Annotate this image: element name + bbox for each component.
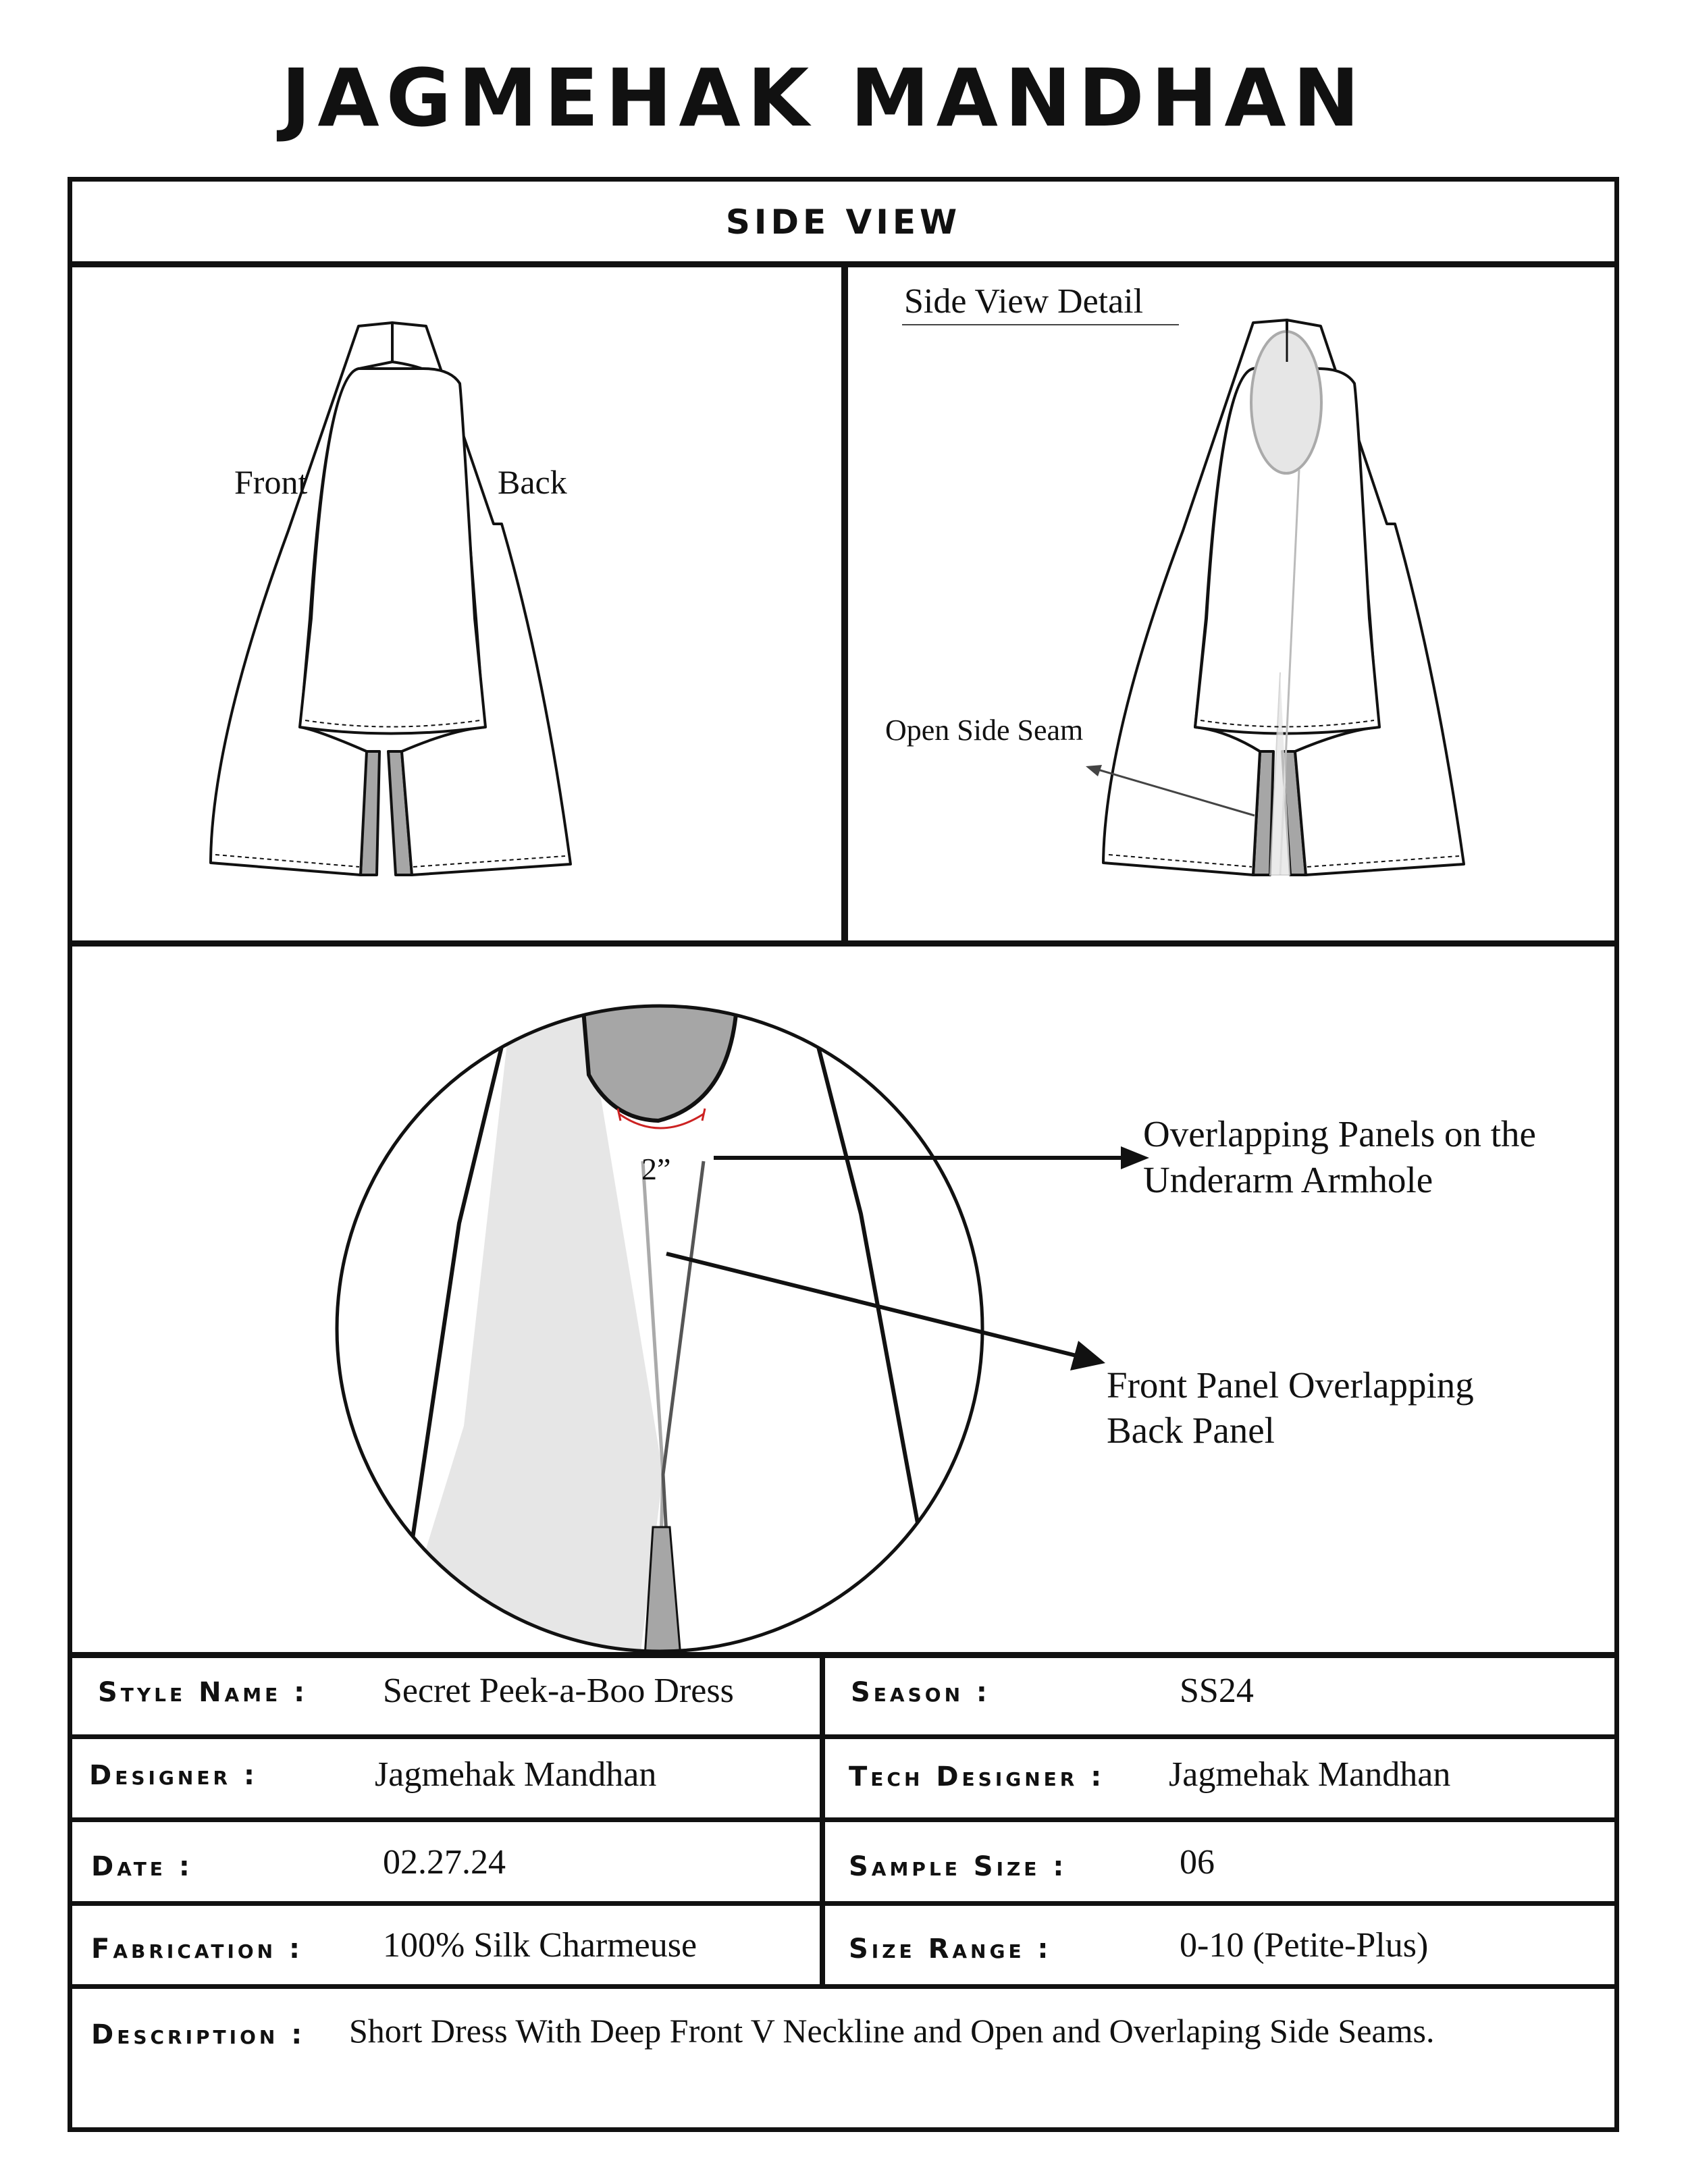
tech-pack-sheet: [68, 177, 1619, 2132]
front-label: Front: [234, 463, 308, 501]
tech-designer-value: Jagmehak Mandhan: [1169, 1755, 1451, 1794]
divider-row-2: [72, 1817, 1614, 1822]
open-side-seam-label: Open Side Seam: [885, 714, 1084, 747]
detail-title: Side View Detail: [904, 282, 1144, 321]
divider-sketch-bottom: [72, 940, 1614, 947]
divider-spec-top: [72, 1652, 1614, 1658]
callout-2-line2: Back Panel: [1107, 1410, 1275, 1451]
style-name-value: Secret Peek-a-Boo Dress: [383, 1672, 734, 1710]
designer-value: Jagmehak Mandhan: [375, 1755, 657, 1794]
season-label: Season :: [851, 1677, 991, 1708]
fabrication-label: Fabrication :: [91, 1934, 304, 1965]
side-view-sketch: [72, 267, 841, 940]
description-value: Short Dress With Deep Front V Neckline and Open and Overlaping Side Seams.: [349, 2012, 1435, 2050]
divider-row-4: [72, 1984, 1614, 1989]
fabrication-value: 100% Silk Charmeuse: [383, 1926, 697, 1965]
callout-1-line1: Overlapping Panels on the: [1143, 1113, 1536, 1154]
size-range-label: Size Range :: [849, 1934, 1052, 1965]
divider-header: [72, 261, 1614, 267]
date-value: 02.27.24: [383, 1843, 506, 1882]
divider-spec-columns: [820, 1658, 825, 1984]
sample-size-value: 06: [1180, 1843, 1215, 1882]
date-label: Date :: [91, 1851, 193, 1882]
sample-size-label: Sample Size :: [849, 1851, 1067, 1882]
callout-arrow-2: [1070, 1341, 1105, 1370]
divider-row-1: [72, 1734, 1614, 1739]
back-label: Back: [498, 463, 567, 501]
side-view-detail-sketch: [848, 267, 1619, 940]
armhole-detail-zoom: [72, 947, 1614, 1652]
measure-label: 2”: [641, 1152, 671, 1186]
description-label: Description :: [91, 2019, 306, 2050]
designer-label: Designer :: [89, 1760, 258, 1791]
season-value: SS24: [1180, 1672, 1254, 1710]
style-name-label: Style Name :: [98, 1677, 309, 1708]
callout-2-line1: Front Panel Overlapping: [1107, 1364, 1474, 1406]
section-title: SIDE VIEW: [725, 203, 961, 242]
callout-1-line2: Underarm Armhole: [1143, 1159, 1433, 1200]
tech-designer-label: Tech Designer :: [849, 1761, 1105, 1792]
divider-row-3: [72, 1901, 1614, 1906]
divider-sketches: [841, 267, 848, 942]
brand-title: JAGMEHAK MANDHAN: [281, 51, 1367, 144]
size-range-value: 0-10 (Petite-Plus): [1180, 1926, 1429, 1965]
